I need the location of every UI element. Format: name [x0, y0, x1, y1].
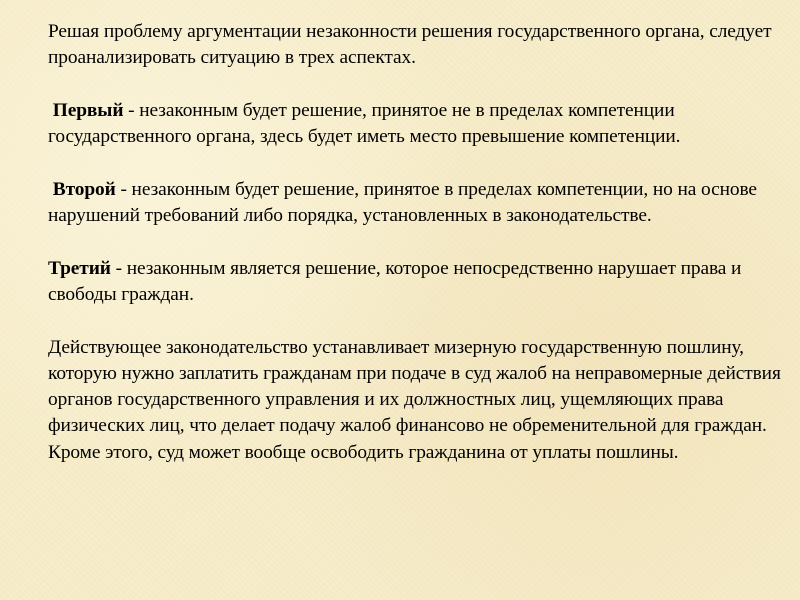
first-aspect-text: - незаконным будет решение, принятое не в пределах компетенции государственного органа, здесь будет иметь место превышение компетенции. — [48, 99, 681, 148]
slide-text-body — [48, 19, 788, 466]
paragraph-spacer — [48, 72, 788, 98]
second-aspect-paragraph — [48, 177, 788, 230]
second-aspect-text: - незаконным будет решение, принятое в пределах компетенции, но на основе нарушений требований либо порядка, установленных в законодательстве. — [48, 178, 762, 227]
paragraph-spacer — [48, 229, 788, 255]
first-aspect-paragraph — [48, 98, 788, 151]
conclusion-paragraph: Действующее законодательство устанавливает мизерную государственную пошлину, которую нужно заплатить гражданам при подаче в суд жалоб на неправомерные действия органов государственного управления и их должностных лиц, ущемляющих права физических лиц, что делает подачу жалоб финансово не обременительной для граждан. Кроме этого, суд может вообще освободить гражданина от уплаты пошлины. — [48, 336, 786, 463]
intro-paragraph: Решая проблему аргументации незаконности решения государственного органа, следует проанализировать ситуацию в трех аспектах. — [48, 21, 777, 69]
second-aspect-lead: Второй — [48, 178, 116, 200]
paragraph-spacer — [48, 308, 788, 334]
first-aspect-lead: Первый — [48, 99, 124, 121]
third-aspect-paragraph — [48, 256, 788, 309]
third-aspect-text: - незаконным является решение, которое непосредственно нарушает права и свободы граждан. — [48, 257, 747, 305]
paragraph-spacer — [48, 150, 788, 176]
third-aspect-lead: Третий — [48, 257, 111, 279]
